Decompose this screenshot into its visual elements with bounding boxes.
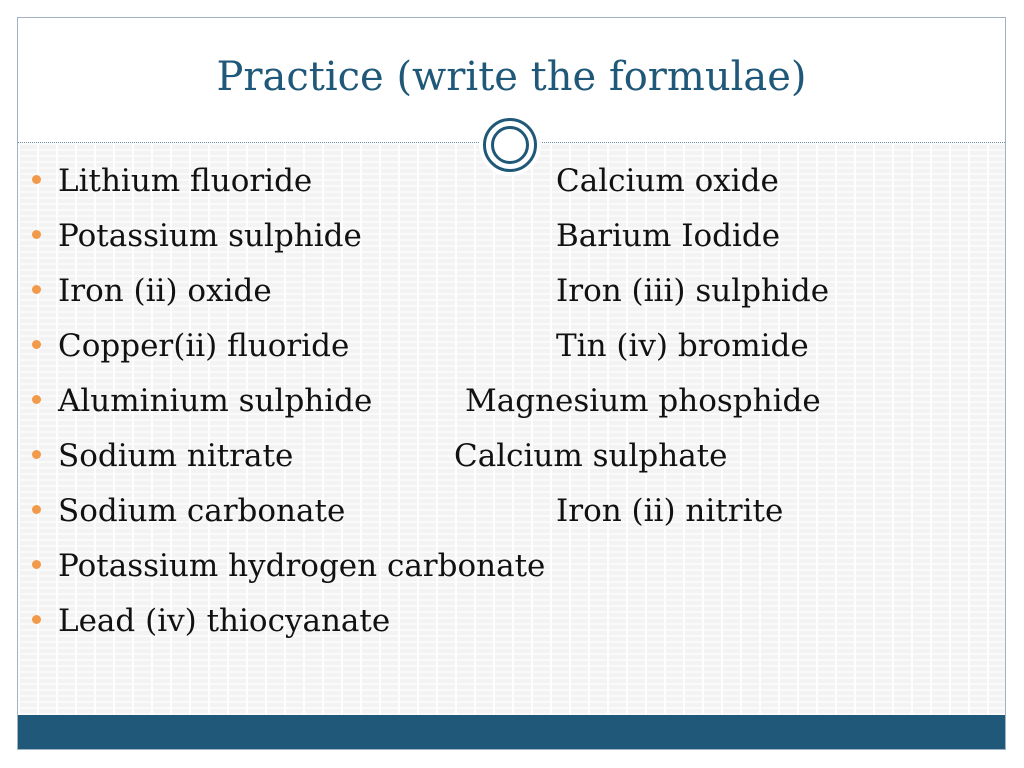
compound-left: Copper(ii) fluoride bbox=[58, 328, 350, 364]
bullet-icon bbox=[32, 450, 41, 459]
list-item bbox=[0, 548, 1024, 588]
bullet-icon bbox=[32, 230, 41, 239]
bullet-icon bbox=[32, 615, 41, 624]
compound-right: Iron (ii) nitrite bbox=[556, 493, 784, 529]
compound-left: Sodium nitrate bbox=[58, 438, 294, 474]
compound-left: Lithium fluoride bbox=[58, 163, 313, 199]
double-circle-icon bbox=[479, 114, 541, 176]
bullet-icon bbox=[32, 560, 41, 569]
bullet-icon bbox=[32, 395, 41, 404]
slide-title: Practice (write the formulae) bbox=[216, 54, 807, 100]
compound-right: Magnesium phosphide bbox=[465, 383, 821, 419]
compound-right: Calcium oxide bbox=[556, 163, 779, 199]
footer-bar bbox=[18, 715, 1005, 750]
bullet-icon bbox=[32, 340, 41, 349]
compound-left: Aluminium sulphide bbox=[58, 383, 373, 419]
bullet-icon bbox=[32, 175, 41, 184]
bullet-icon bbox=[32, 285, 41, 294]
compound-left: Iron (ii) oxide bbox=[58, 273, 272, 309]
list-item bbox=[0, 383, 1024, 423]
compound-right: Iron (iii) sulphide bbox=[556, 273, 830, 309]
compound-left: Potassium hydrogen carbonate bbox=[58, 548, 546, 584]
list-item bbox=[0, 603, 1024, 643]
list-item bbox=[0, 493, 1024, 533]
inner-ring bbox=[491, 126, 529, 164]
compound-right: Barium Iodide bbox=[556, 218, 781, 254]
compound-right: Tin (iv) bromide bbox=[556, 328, 809, 364]
compound-left: Sodium carbonate bbox=[58, 493, 346, 529]
compound-left: Potassium sulphide bbox=[58, 218, 362, 254]
list-item bbox=[0, 218, 1024, 258]
list-item bbox=[0, 438, 1024, 478]
bullet-icon bbox=[32, 505, 41, 514]
list-item bbox=[0, 328, 1024, 368]
compound-left: Lead (iv) thiocyanate bbox=[58, 603, 391, 639]
compound-right: Calcium sulphate bbox=[454, 438, 728, 474]
list-item bbox=[0, 273, 1024, 313]
outer-ring bbox=[483, 118, 537, 172]
